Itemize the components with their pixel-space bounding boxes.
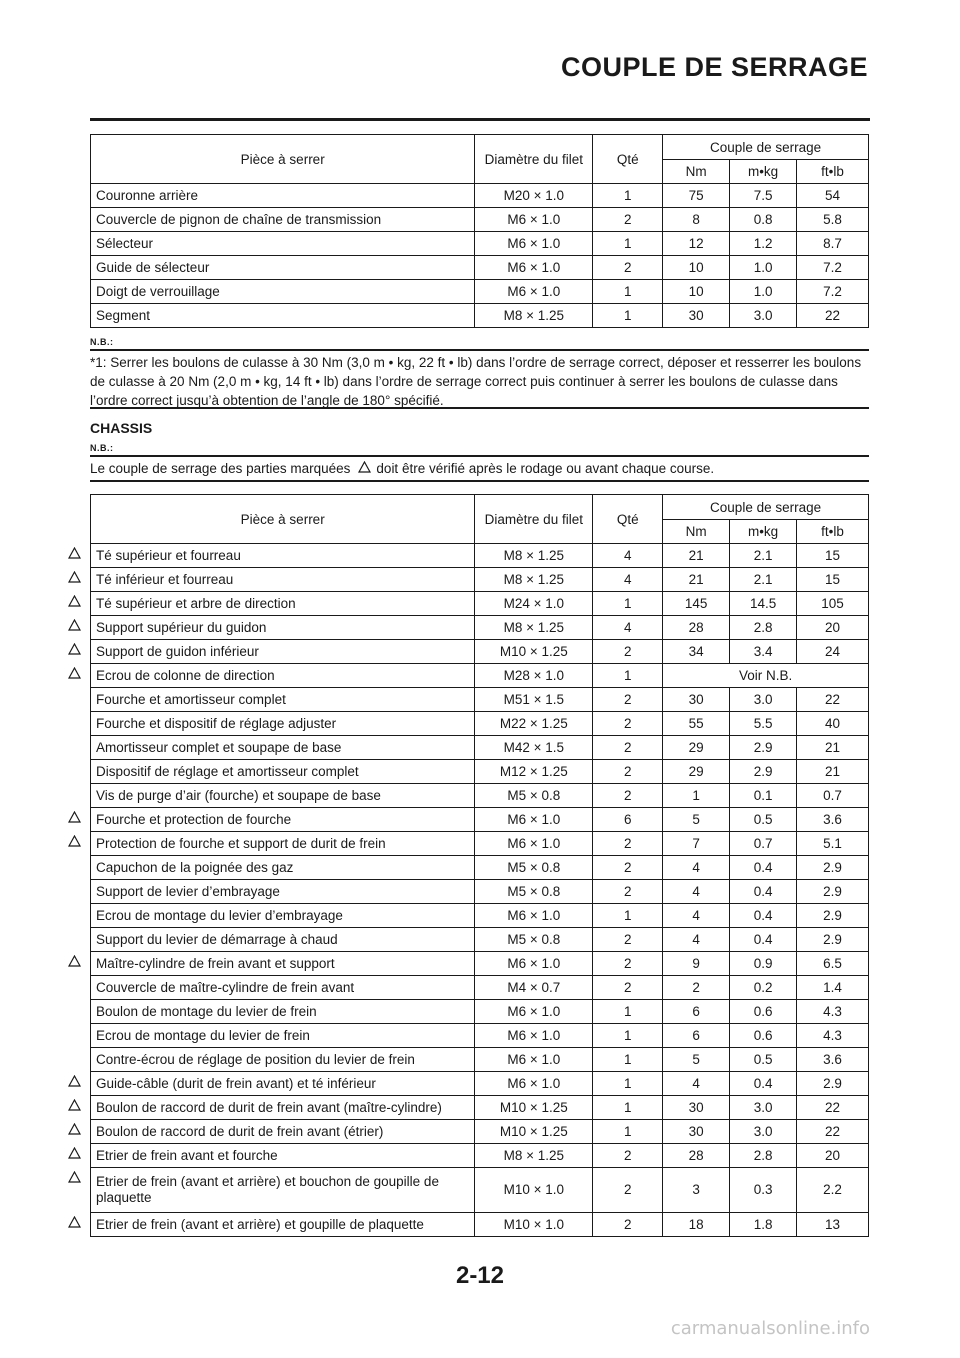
ftlb-cell: 20 — [797, 1144, 869, 1168]
header-ftlb: ft•lb — [797, 520, 869, 544]
nm-cell: 30 — [663, 304, 730, 328]
header-thread: Diamètre du filet — [475, 135, 593, 184]
nm-cell: 6 — [663, 1000, 730, 1024]
mkg-cell: 3.0 — [730, 304, 797, 328]
thread-cell: M8 × 1.25 — [475, 568, 593, 592]
qty-cell: 2 — [593, 952, 663, 976]
thread-cell: M28 × 1.0 — [475, 664, 593, 688]
part-cell: Support du levier de démarrage à chaud — [91, 928, 475, 952]
thread-cell: M6 × 1.0 — [475, 1072, 593, 1096]
qty-cell: 2 — [593, 640, 663, 664]
header-qty: Qté — [593, 135, 663, 184]
triangle-mark-icon — [68, 547, 81, 559]
mkg-cell: 1.2 — [730, 232, 797, 256]
nm-cell: 5 — [663, 808, 730, 832]
nm-cell: 28 — [663, 616, 730, 640]
nm-cell: 2 — [663, 976, 730, 1000]
nm-cell: 75 — [663, 184, 730, 208]
table-row — [91, 1120, 869, 1144]
part-cell: Couvercle de maître-cylindre de frein avant — [91, 976, 475, 1000]
ftlb-cell: 4.3 — [797, 1000, 869, 1024]
table-row — [91, 640, 869, 664]
thread-cell: M51 × 1.5 — [475, 688, 593, 712]
qty-cell: 4 — [593, 544, 663, 568]
header-qty: Qté — [593, 495, 663, 544]
table-row — [91, 1096, 869, 1120]
thread-cell: M6 × 1.0 — [475, 1048, 593, 1072]
part-cell: Té supérieur et fourreau — [91, 544, 475, 568]
mkg-cell: 0.6 — [730, 1000, 797, 1024]
mkg-cell: 1.8 — [730, 1213, 797, 1237]
table-row — [91, 976, 869, 1000]
mkg-cell: 5.5 — [730, 712, 797, 736]
table-row — [91, 880, 869, 904]
thread-cell: M6 × 1.0 — [475, 1000, 593, 1024]
table-row — [91, 232, 869, 256]
thread-cell: M10 × 1.25 — [475, 640, 593, 664]
mkg-cell: 0.7 — [730, 832, 797, 856]
mkg-cell: 0.9 — [730, 952, 797, 976]
note-label: N.B.: — [90, 337, 114, 347]
table-row — [91, 808, 869, 832]
triangle-marks-column — [64, 0, 84, 1358]
part-cell: Ecrou de colonne de direction — [91, 664, 475, 688]
part-cell: Etrier de frein avant et fourche — [91, 1144, 475, 1168]
ftlb-cell: 5.8 — [797, 208, 869, 232]
thread-cell: M8 × 1.25 — [475, 544, 593, 568]
table-row — [91, 832, 869, 856]
nm-cell: 28 — [663, 1144, 730, 1168]
qty-cell: 2 — [593, 256, 663, 280]
table-row — [91, 928, 869, 952]
qty-cell: 1 — [593, 1072, 663, 1096]
triangle-mark-icon — [68, 595, 81, 607]
thread-cell: M5 × 0.8 — [475, 784, 593, 808]
ftlb-cell: 20 — [797, 616, 869, 640]
part-cell: Dispositif de réglage et amortisseur complet — [91, 760, 475, 784]
mkg-cell: 3.0 — [730, 1096, 797, 1120]
mkg-cell: 2.1 — [730, 544, 797, 568]
triangle-mark-icon — [68, 811, 81, 823]
thread-cell: M20 × 1.0 — [475, 184, 593, 208]
part-cell: Amortisseur complet et soupape de base — [91, 736, 475, 760]
header-nm: Nm — [663, 520, 730, 544]
table-row — [91, 736, 869, 760]
part-cell: Support de guidon inférieur — [91, 640, 475, 664]
ftlb-cell: 7.2 — [797, 280, 869, 304]
part-cell: Etrier de frein (avant et arrière) et bouchon de goupille de plaquette — [91, 1168, 475, 1213]
header-mkg: m•kg — [730, 160, 797, 184]
ftlb-cell: 15 — [797, 568, 869, 592]
qty-cell: 1 — [593, 1120, 663, 1144]
part-cell: Couvercle de pignon de chaîne de transmission — [91, 208, 475, 232]
triangle-mark-icon — [68, 1075, 81, 1087]
mkg-cell: 0.4 — [730, 856, 797, 880]
nm-cell: 4 — [663, 1072, 730, 1096]
nm-cell: 4 — [663, 880, 730, 904]
ftlb-cell: 2.9 — [797, 1072, 869, 1096]
triangle-mark-icon — [68, 1171, 81, 1183]
mkg-cell: 2.1 — [730, 568, 797, 592]
nm-cell: 10 — [663, 256, 730, 280]
ftlb-cell: 3.6 — [797, 1048, 869, 1072]
note-block-1 — [90, 337, 869, 410]
qty-cell: 1 — [593, 664, 663, 688]
part-cell: Contre-écrou de réglage de position du levier de frein — [91, 1048, 475, 1072]
title-rule — [90, 118, 870, 121]
table-row — [91, 1072, 869, 1096]
note-label: N.B.: — [90, 443, 114, 453]
ftlb-cell: 40 — [797, 712, 869, 736]
qty-cell: 2 — [593, 1168, 663, 1213]
part-cell: Boulon de raccord de durit de frein avant (maître-cylindre) — [91, 1096, 475, 1120]
nm-cell: 55 — [663, 712, 730, 736]
thread-cell: M6 × 1.0 — [475, 1024, 593, 1048]
part-cell: Sélecteur — [91, 232, 475, 256]
qty-cell: 2 — [593, 1144, 663, 1168]
mkg-cell: 1.0 — [730, 280, 797, 304]
triangle-mark-icon — [68, 1216, 81, 1228]
ftlb-cell: 21 — [797, 736, 869, 760]
table-row — [91, 1213, 869, 1237]
table-row — [91, 208, 869, 232]
header-part: Pièce à serrer — [91, 495, 475, 544]
note-text: *1: Serrer les boulons de culasse à 30 Nm (3,0 m • kg, 22 ft • lb) dans l’ordre de serrage correct, déposer et resserrer les boulons de culasse à 20 Nm (2,0 m • kg, 14 ft • lb) dans l’ordre de serrage correct puis continuer à serrer les boulons de culasse dans l’ordre correct jusqu’à obtention de l’angle de 180° spécifié. — [90, 354, 862, 408]
part-cell: Support supérieur du guidon — [91, 616, 475, 640]
note-text-before: Le couple de serrage des parties marquées — [90, 460, 351, 476]
thread-cell: M6 × 1.0 — [475, 808, 593, 832]
mkg-cell: 14.5 — [730, 592, 797, 616]
ftlb-cell: 8.7 — [797, 232, 869, 256]
qty-cell: 6 — [593, 808, 663, 832]
qty-cell: 2 — [593, 784, 663, 808]
mkg-cell: 0.4 — [730, 1072, 797, 1096]
nm-cell: 29 — [663, 736, 730, 760]
thread-cell: M6 × 1.0 — [475, 256, 593, 280]
mkg-cell: 0.6 — [730, 1024, 797, 1048]
table-row — [91, 592, 869, 616]
nm-cell: 30 — [663, 688, 730, 712]
triangle-mark-icon — [68, 1147, 81, 1159]
watermark: carmanualsonline.info — [670, 1318, 870, 1339]
thread-cell: M42 × 1.5 — [475, 736, 593, 760]
note-end-rule — [90, 480, 869, 482]
table-row — [91, 952, 869, 976]
part-cell: Boulon de montage du levier de frein — [91, 1000, 475, 1024]
mkg-cell: 0.1 — [730, 784, 797, 808]
thread-cell: M10 × 1.25 — [475, 1120, 593, 1144]
ftlb-cell: 6.5 — [797, 952, 869, 976]
nm-cell: 12 — [663, 232, 730, 256]
mkg-cell: 3.4 — [730, 640, 797, 664]
mkg-cell: 0.4 — [730, 880, 797, 904]
thread-cell: M6 × 1.0 — [475, 904, 593, 928]
thread-cell: M12 × 1.25 — [475, 760, 593, 784]
nm-cell: 1 — [663, 784, 730, 808]
header-mkg: m•kg — [730, 520, 797, 544]
thread-cell: M5 × 0.8 — [475, 880, 593, 904]
mkg-cell: 2.9 — [730, 760, 797, 784]
ftlb-cell: 22 — [797, 1120, 869, 1144]
part-cell: Boulon de raccord de durit de frein avant (étrier) — [91, 1120, 475, 1144]
table-row — [91, 616, 869, 640]
mkg-cell: 2.8 — [730, 616, 797, 640]
note-text-after: doit être vérifié après le rodage ou avant chaque course. — [376, 460, 715, 476]
thread-cell: M4 × 0.7 — [475, 976, 593, 1000]
nm-cell: 5 — [663, 1048, 730, 1072]
section-heading-chassis: CHASSIS — [90, 420, 153, 436]
thread-cell: M10 × 1.0 — [475, 1168, 593, 1213]
part-cell: Té supérieur et arbre de direction — [91, 592, 475, 616]
ftlb-cell: 4.3 — [797, 1024, 869, 1048]
mkg-cell: 0.4 — [730, 928, 797, 952]
nm-cell: 34 — [663, 640, 730, 664]
table-row — [91, 856, 869, 880]
table-row — [91, 256, 869, 280]
ftlb-cell: 3.6 — [797, 808, 869, 832]
nm-cell: 18 — [663, 1213, 730, 1237]
ftlb-cell: 5.1 — [797, 832, 869, 856]
table-row — [91, 688, 869, 712]
ftlb-cell: 2.2 — [797, 1168, 869, 1213]
triangle-mark-icon — [68, 643, 81, 655]
nm-cell: 4 — [663, 856, 730, 880]
nm-cell: 4 — [663, 904, 730, 928]
table-row — [91, 1000, 869, 1024]
mkg-cell: 0.4 — [730, 904, 797, 928]
qty-cell: 2 — [593, 688, 663, 712]
triangle-mark-icon — [68, 571, 81, 583]
thread-cell: M6 × 1.0 — [475, 232, 593, 256]
qty-cell: 1 — [593, 592, 663, 616]
mkg-cell: 2.8 — [730, 1144, 797, 1168]
engine-torque-table — [90, 134, 869, 328]
part-cell: Ecrou de montage du levier de frein — [91, 1024, 475, 1048]
qty-cell: 2 — [593, 712, 663, 736]
mkg-cell: 0.8 — [730, 208, 797, 232]
mkg-cell: 0.5 — [730, 1048, 797, 1072]
part-cell: Fourche et amortisseur complet — [91, 688, 475, 712]
table-row — [91, 712, 869, 736]
part-cell: Ecrou de montage du levier d’embrayage — [91, 904, 475, 928]
table-row — [91, 544, 869, 568]
note-rule — [90, 455, 869, 457]
table-row — [91, 784, 869, 808]
nm-cell: 21 — [663, 544, 730, 568]
table-row — [91, 760, 869, 784]
qty-cell: 1 — [593, 280, 663, 304]
note-block-2 — [90, 443, 869, 478]
page-title: COUPLE DE SERRAGE — [560, 52, 868, 82]
table-row — [91, 304, 869, 328]
ftlb-cell: 0.7 — [797, 784, 869, 808]
thread-cell: M24 × 1.0 — [475, 592, 593, 616]
triangle-mark-icon — [68, 1099, 81, 1111]
part-cell: Fourche et protection de fourche — [91, 808, 475, 832]
mkg-cell: 7.5 — [730, 184, 797, 208]
qty-cell: 2 — [593, 976, 663, 1000]
qty-cell: 2 — [593, 208, 663, 232]
part-cell: Fourche et dispositif de réglage adjuster — [91, 712, 475, 736]
nm-cell: 6 — [663, 1024, 730, 1048]
ftlb-cell: 22 — [797, 304, 869, 328]
table-row — [91, 1168, 869, 1213]
part-cell: Guide-câble (durit de frein avant) et té inférieur — [91, 1072, 475, 1096]
qty-cell: 2 — [593, 1213, 663, 1237]
nm-cell: 10 — [663, 280, 730, 304]
ftlb-cell: 1.4 — [797, 976, 869, 1000]
nm-cell: 4 — [663, 928, 730, 952]
ftlb-cell: 2.9 — [797, 880, 869, 904]
part-cell: Support de levier d’embrayage — [91, 880, 475, 904]
header-part: Pièce à serrer — [91, 135, 475, 184]
triangle-mark-icon — [68, 1123, 81, 1135]
qty-cell: 1 — [593, 904, 663, 928]
page-number: 2-12 — [455, 1262, 505, 1289]
mkg-cell: 3.0 — [730, 688, 797, 712]
part-cell: Maître-cylindre de frein avant et support — [91, 952, 475, 976]
qty-cell: 4 — [593, 616, 663, 640]
thread-cell: M10 × 1.0 — [475, 1213, 593, 1237]
ftlb-cell: 2.9 — [797, 856, 869, 880]
table-row — [91, 280, 869, 304]
thread-cell: M6 × 1.0 — [475, 280, 593, 304]
thread-cell: M8 × 1.25 — [475, 304, 593, 328]
header-ftlb: ft•lb — [797, 160, 869, 184]
thread-cell: M5 × 0.8 — [475, 928, 593, 952]
part-cell: Protection de fourche et support de durit de frein — [91, 832, 475, 856]
ftlb-cell: 24 — [797, 640, 869, 664]
qty-cell: 1 — [593, 1024, 663, 1048]
table-row — [91, 1024, 869, 1048]
qty-cell: 2 — [593, 880, 663, 904]
nm-cell: 145 — [663, 592, 730, 616]
table-row — [91, 184, 869, 208]
qty-cell: 4 — [593, 568, 663, 592]
triangle-mark-icon — [68, 667, 81, 679]
qty-cell: 2 — [593, 760, 663, 784]
mkg-cell: 0.2 — [730, 976, 797, 1000]
qty-cell: 1 — [593, 1000, 663, 1024]
nm-cell: 9 — [663, 952, 730, 976]
note-rule — [90, 349, 869, 351]
header-thread: Diamètre du filet — [475, 495, 593, 544]
mkg-cell: 2.9 — [730, 736, 797, 760]
mkg-cell: 3.0 — [730, 1120, 797, 1144]
mkg-cell: 0.3 — [730, 1168, 797, 1213]
header-torque-group: Couple de serrage — [663, 495, 869, 520]
nm-cell: 29 — [663, 760, 730, 784]
qty-cell: 1 — [593, 1048, 663, 1072]
qty-cell: 1 — [593, 232, 663, 256]
thread-cell: M22 × 1.25 — [475, 712, 593, 736]
nm-cell: 21 — [663, 568, 730, 592]
thread-cell: M6 × 1.0 — [475, 208, 593, 232]
thread-cell: M8 × 1.25 — [475, 616, 593, 640]
triangle-mark-icon — [68, 619, 81, 631]
triangle-mark-icon — [358, 461, 371, 473]
nm-cell: 3 — [663, 1168, 730, 1213]
ftlb-cell: 22 — [797, 1096, 869, 1120]
triangle-mark-icon — [68, 835, 81, 847]
thread-cell: M6 × 1.0 — [475, 952, 593, 976]
thread-cell: M8 × 1.25 — [475, 1144, 593, 1168]
ftlb-cell: 2.9 — [797, 904, 869, 928]
ftlb-cell: 105 — [797, 592, 869, 616]
ftlb-cell: 2.9 — [797, 928, 869, 952]
thread-cell: M5 × 0.8 — [475, 856, 593, 880]
nm-cell: 30 — [663, 1096, 730, 1120]
part-cell: Couronne arrière — [91, 184, 475, 208]
table-row — [91, 1048, 869, 1072]
qty-cell: 2 — [593, 736, 663, 760]
part-cell: Capuchon de la poignée des gaz — [91, 856, 475, 880]
qty-cell: 2 — [593, 856, 663, 880]
mkg-cell: 1.0 — [730, 256, 797, 280]
ftlb-cell: 22 — [797, 688, 869, 712]
header-torque-group: Couple de serrage — [663, 135, 869, 160]
ftlb-cell: 15 — [797, 544, 869, 568]
qty-cell: 2 — [593, 832, 663, 856]
part-cell: Segment — [91, 304, 475, 328]
torque-span-cell: Voir N.B. — [663, 664, 869, 688]
header-nm: Nm — [663, 160, 730, 184]
table-row — [91, 568, 869, 592]
nm-cell: 8 — [663, 208, 730, 232]
table-row — [91, 904, 869, 928]
qty-cell: 1 — [593, 1096, 663, 1120]
note-text — [90, 459, 869, 478]
qty-cell: 1 — [593, 184, 663, 208]
triangle-mark-icon — [68, 955, 81, 967]
ftlb-cell: 13 — [797, 1213, 869, 1237]
part-cell: Guide de sélecteur — [91, 256, 475, 280]
part-cell: Vis de purge d’air (fourche) et soupape de base — [91, 784, 475, 808]
qty-cell: 2 — [593, 928, 663, 952]
chassis-torque-table — [90, 494, 869, 1237]
nm-cell: 7 — [663, 832, 730, 856]
table-row — [91, 664, 869, 688]
part-cell: Etrier de frein (avant et arrière) et goupille de plaquette — [91, 1213, 475, 1237]
ftlb-cell: 7.2 — [797, 256, 869, 280]
part-cell: Té inférieur et fourreau — [91, 568, 475, 592]
qty-cell: 1 — [593, 304, 663, 328]
note-end-rule — [90, 407, 869, 409]
ftlb-cell: 54 — [797, 184, 869, 208]
table-row — [91, 1144, 869, 1168]
ftlb-cell: 21 — [797, 760, 869, 784]
mkg-cell: 0.5 — [730, 808, 797, 832]
nm-cell: 30 — [663, 1120, 730, 1144]
part-cell: Doigt de verrouillage — [91, 280, 475, 304]
thread-cell: M6 × 1.0 — [475, 832, 593, 856]
thread-cell: M10 × 1.25 — [475, 1096, 593, 1120]
